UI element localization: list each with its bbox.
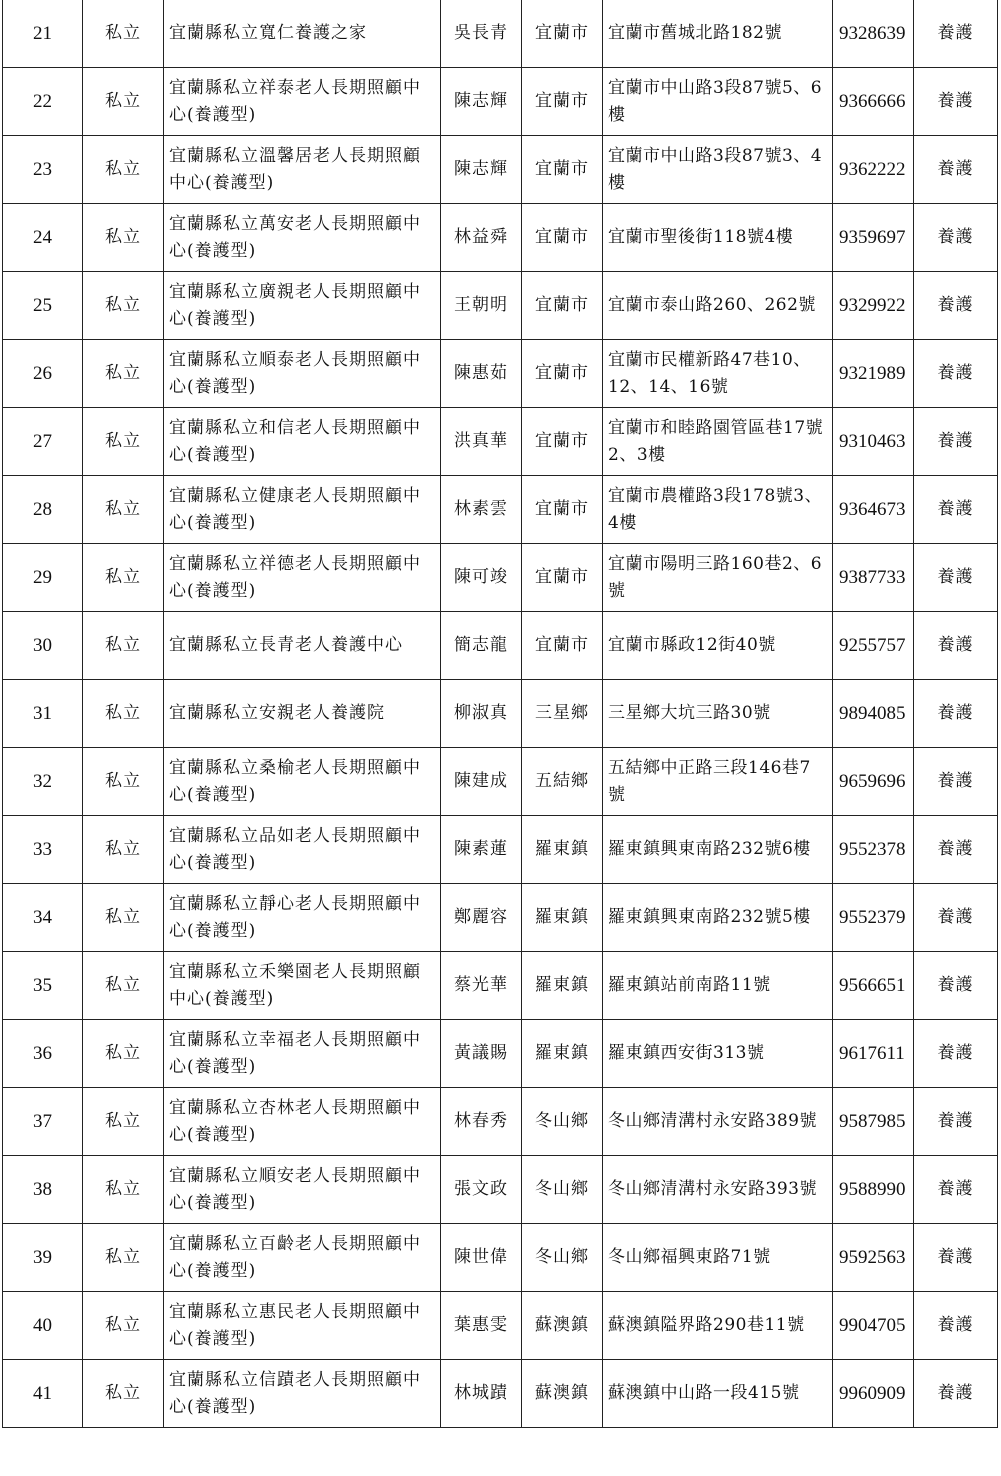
ownership-type: 私立 <box>83 136 164 204</box>
district: 宜蘭市 <box>522 136 603 204</box>
district: 宜蘭市 <box>522 544 603 612</box>
address: 羅東鎮站前南路11號 <box>603 952 833 1020</box>
facility-name: 宜蘭縣私立廣親老人長期照顧中心(養護型) <box>164 272 441 340</box>
district: 宜蘭市 <box>522 476 603 544</box>
table-row <box>3 136 998 204</box>
ownership-type: 私立 <box>83 748 164 816</box>
table-row <box>3 816 998 884</box>
owner-name: 陳世偉 <box>441 1224 522 1292</box>
ownership-type: 私立 <box>83 1020 164 1088</box>
district: 宜蘭市 <box>522 0 603 68</box>
table-row <box>3 476 998 544</box>
phone-number: 9659696 <box>833 748 914 816</box>
address: 羅東鎮西安街313號 <box>603 1020 833 1088</box>
care-category: 養護 <box>914 612 998 680</box>
care-category: 養護 <box>914 136 998 204</box>
ownership-type: 私立 <box>83 1360 164 1428</box>
phone-number: 9894085 <box>833 680 914 748</box>
address: 冬山鄉清溝村永安路393號 <box>603 1156 833 1224</box>
owner-name: 簡志龍 <box>441 612 522 680</box>
phone-number: 9366666 <box>833 68 914 136</box>
row-number: 32 <box>3 748 83 816</box>
district: 蘇澳鎮 <box>522 1360 603 1428</box>
owner-name: 葉惠雯 <box>441 1292 522 1360</box>
ownership-type: 私立 <box>83 816 164 884</box>
care-category: 養護 <box>914 544 998 612</box>
care-category: 養護 <box>914 816 998 884</box>
row-number: 36 <box>3 1020 83 1088</box>
row-number: 21 <box>3 0 83 68</box>
phone-number: 9328639 <box>833 0 914 68</box>
phone-number: 9617611 <box>833 1020 914 1088</box>
phone-number: 9310463 <box>833 408 914 476</box>
owner-name: 柳淑真 <box>441 680 522 748</box>
table-row <box>3 408 998 476</box>
row-number: 29 <box>3 544 83 612</box>
ownership-type: 私立 <box>83 476 164 544</box>
phone-number: 9588990 <box>833 1156 914 1224</box>
address: 羅東鎮興東南路232號6樓 <box>603 816 833 884</box>
district: 宜蘭市 <box>522 340 603 408</box>
ownership-type: 私立 <box>83 408 164 476</box>
phone-number: 9329922 <box>833 272 914 340</box>
facility-name: 宜蘭縣私立順安老人長期照顧中心(養護型) <box>164 1156 441 1224</box>
address: 宜蘭市和睦路園管區巷17號2、3樓 <box>603 408 833 476</box>
facility-name: 宜蘭縣私立順泰老人長期照顧中心(養護型) <box>164 340 441 408</box>
owner-name: 林益舜 <box>441 204 522 272</box>
row-number: 33 <box>3 816 83 884</box>
row-number: 25 <box>3 272 83 340</box>
facility-name: 宜蘭縣私立祥德老人長期照顧中心(養護型) <box>164 544 441 612</box>
address: 宜蘭市中山路3段87號5、6樓 <box>603 68 833 136</box>
ownership-type: 私立 <box>83 1156 164 1224</box>
care-category: 養護 <box>914 952 998 1020</box>
district: 蘇澳鎮 <box>522 1292 603 1360</box>
phone-number: 9960909 <box>833 1360 914 1428</box>
ownership-type: 私立 <box>83 1292 164 1360</box>
district: 冬山鄉 <box>522 1156 603 1224</box>
phone-number: 9362222 <box>833 136 914 204</box>
address: 三星鄉大坑三路30號 <box>603 680 833 748</box>
owner-name: 陳惠茹 <box>441 340 522 408</box>
facility-name: 宜蘭縣私立和信老人長期照顧中心(養護型) <box>164 408 441 476</box>
row-number: 39 <box>3 1224 83 1292</box>
table-row <box>3 340 998 408</box>
ownership-type: 私立 <box>83 68 164 136</box>
owner-name: 張文政 <box>441 1156 522 1224</box>
row-number: 31 <box>3 680 83 748</box>
district: 冬山鄉 <box>522 1088 603 1156</box>
address: 宜蘭市聖後街118號4樓 <box>603 204 833 272</box>
district: 羅東鎮 <box>522 884 603 952</box>
address: 蘇澳鎮中山路一段415號 <box>603 1360 833 1428</box>
care-category: 養護 <box>914 0 998 68</box>
facility-name: 宜蘭縣私立惠民老人長期照顧中心(養護型) <box>164 1292 441 1360</box>
facility-name: 宜蘭縣私立寬仁養護之家 <box>164 0 441 68</box>
phone-number: 9255757 <box>833 612 914 680</box>
owner-name: 林春秀 <box>441 1088 522 1156</box>
table-row <box>3 884 998 952</box>
address: 宜蘭市中山路3段87號3、4樓 <box>603 136 833 204</box>
table-row <box>3 1224 998 1292</box>
address: 冬山鄉福興東路71號 <box>603 1224 833 1292</box>
facility-name: 宜蘭縣私立長青老人養護中心 <box>164 612 441 680</box>
facility-name: 宜蘭縣私立杏林老人長期照顧中心(養護型) <box>164 1088 441 1156</box>
table-row <box>3 1156 998 1224</box>
ownership-type: 私立 <box>83 204 164 272</box>
district: 宜蘭市 <box>522 408 603 476</box>
ownership-type: 私立 <box>83 612 164 680</box>
ownership-type: 私立 <box>83 680 164 748</box>
address: 冬山鄉清溝村永安路389號 <box>603 1088 833 1156</box>
phone-number: 9592563 <box>833 1224 914 1292</box>
address: 宜蘭市民權新路47巷10、12、14、16號 <box>603 340 833 408</box>
owner-name: 洪真華 <box>441 408 522 476</box>
row-number: 41 <box>3 1360 83 1428</box>
table-row <box>3 1292 998 1360</box>
phone-number: 9552379 <box>833 884 914 952</box>
owner-name: 鄭麗容 <box>441 884 522 952</box>
district: 宜蘭市 <box>522 612 603 680</box>
row-number: 34 <box>3 884 83 952</box>
owner-name: 王朝明 <box>441 272 522 340</box>
facility-name: 宜蘭縣私立祥泰老人長期照顧中心(養護型) <box>164 68 441 136</box>
row-number: 28 <box>3 476 83 544</box>
district: 羅東鎮 <box>522 816 603 884</box>
phone-number: 9359697 <box>833 204 914 272</box>
phone-number: 9587985 <box>833 1088 914 1156</box>
care-category: 養護 <box>914 408 998 476</box>
phone-number: 9904705 <box>833 1292 914 1360</box>
care-category: 養護 <box>914 1292 998 1360</box>
ownership-type: 私立 <box>83 544 164 612</box>
phone-number: 9552378 <box>833 816 914 884</box>
ownership-type: 私立 <box>83 272 164 340</box>
row-number: 26 <box>3 340 83 408</box>
address: 蘇澳鎮隘界路290巷11號 <box>603 1292 833 1360</box>
facility-name: 宜蘭縣私立安親老人養護院 <box>164 680 441 748</box>
phone-number: 9566651 <box>833 952 914 1020</box>
table-row <box>3 544 998 612</box>
owner-name: 陳建成 <box>441 748 522 816</box>
ownership-type: 私立 <box>83 884 164 952</box>
care-category: 養護 <box>914 748 998 816</box>
district: 五結鄉 <box>522 748 603 816</box>
table-row <box>3 952 998 1020</box>
table-row <box>3 0 998 68</box>
row-number: 27 <box>3 408 83 476</box>
table-row <box>3 1360 998 1428</box>
row-number: 30 <box>3 612 83 680</box>
ownership-type: 私立 <box>83 1224 164 1292</box>
district: 三星鄉 <box>522 680 603 748</box>
table-body <box>3 0 998 1428</box>
owner-name: 陳可竣 <box>441 544 522 612</box>
care-category: 養護 <box>914 680 998 748</box>
owner-name: 林城蹟 <box>441 1360 522 1428</box>
facility-name: 宜蘭縣私立溫馨居老人長期照顧中心(養護型) <box>164 136 441 204</box>
district: 宜蘭市 <box>522 272 603 340</box>
table-row <box>3 272 998 340</box>
phone-number: 9321989 <box>833 340 914 408</box>
facility-name: 宜蘭縣私立百齡老人長期照顧中心(養護型) <box>164 1224 441 1292</box>
facility-name: 宜蘭縣私立健康老人長期照顧中心(養護型) <box>164 476 441 544</box>
facility-name: 宜蘭縣私立品如老人長期照顧中心(養護型) <box>164 816 441 884</box>
facility-name: 宜蘭縣私立信蹟老人長期照顧中心(養護型) <box>164 1360 441 1428</box>
owner-name: 林素雲 <box>441 476 522 544</box>
ownership-type: 私立 <box>83 340 164 408</box>
facility-table <box>2 0 998 1428</box>
table-row <box>3 612 998 680</box>
facility-name: 宜蘭縣私立禾樂園老人長期照顧中心(養護型) <box>164 952 441 1020</box>
facility-name: 宜蘭縣私立萬安老人長期照顧中心(養護型) <box>164 204 441 272</box>
ownership-type: 私立 <box>83 952 164 1020</box>
owner-name: 蔡光華 <box>441 952 522 1020</box>
owner-name: 吳長青 <box>441 0 522 68</box>
facility-name: 宜蘭縣私立靜心老人長期照顧中心(養護型) <box>164 884 441 952</box>
facility-name: 宜蘭縣私立幸福老人長期照顧中心(養護型) <box>164 1020 441 1088</box>
district: 冬山鄉 <box>522 1224 603 1292</box>
care-category: 養護 <box>914 204 998 272</box>
row-number: 38 <box>3 1156 83 1224</box>
district: 羅東鎮 <box>522 952 603 1020</box>
row-number: 23 <box>3 136 83 204</box>
care-category: 養護 <box>914 1088 998 1156</box>
table-row <box>3 204 998 272</box>
table-row <box>3 68 998 136</box>
ownership-type: 私立 <box>83 1088 164 1156</box>
address: 宜蘭市泰山路260、262號 <box>603 272 833 340</box>
table-row <box>3 1020 998 1088</box>
care-category: 養護 <box>914 68 998 136</box>
phone-number: 9364673 <box>833 476 914 544</box>
table-row <box>3 1088 998 1156</box>
care-category: 養護 <box>914 340 998 408</box>
address: 宜蘭市農權路3段178號3、4樓 <box>603 476 833 544</box>
row-number: 22 <box>3 68 83 136</box>
district: 宜蘭市 <box>522 204 603 272</box>
care-category: 養護 <box>914 1020 998 1088</box>
address: 五結鄉中正路三段146巷7號 <box>603 748 833 816</box>
district: 羅東鎮 <box>522 1020 603 1088</box>
table-row <box>3 748 998 816</box>
address: 宜蘭市舊城北路182號 <box>603 0 833 68</box>
phone-number: 9387733 <box>833 544 914 612</box>
address: 羅東鎮興東南路232號5樓 <box>603 884 833 952</box>
care-category: 養護 <box>914 1156 998 1224</box>
ownership-type: 私立 <box>83 0 164 68</box>
table-row <box>3 680 998 748</box>
row-number: 37 <box>3 1088 83 1156</box>
care-category: 養護 <box>914 476 998 544</box>
owner-name: 陳素蓮 <box>441 816 522 884</box>
care-category: 養護 <box>914 272 998 340</box>
care-category: 養護 <box>914 1360 998 1428</box>
row-number: 40 <box>3 1292 83 1360</box>
care-category: 養護 <box>914 1224 998 1292</box>
district: 宜蘭市 <box>522 68 603 136</box>
row-number: 35 <box>3 952 83 1020</box>
address: 宜蘭市陽明三路160巷2、6號 <box>603 544 833 612</box>
facility-name: 宜蘭縣私立桑榆老人長期照顧中心(養護型) <box>164 748 441 816</box>
owner-name: 陳志輝 <box>441 68 522 136</box>
owner-name: 黃議賜 <box>441 1020 522 1088</box>
owner-name: 陳志輝 <box>441 136 522 204</box>
care-category: 養護 <box>914 884 998 952</box>
row-number: 24 <box>3 204 83 272</box>
address: 宜蘭市縣政12街40號 <box>603 612 833 680</box>
